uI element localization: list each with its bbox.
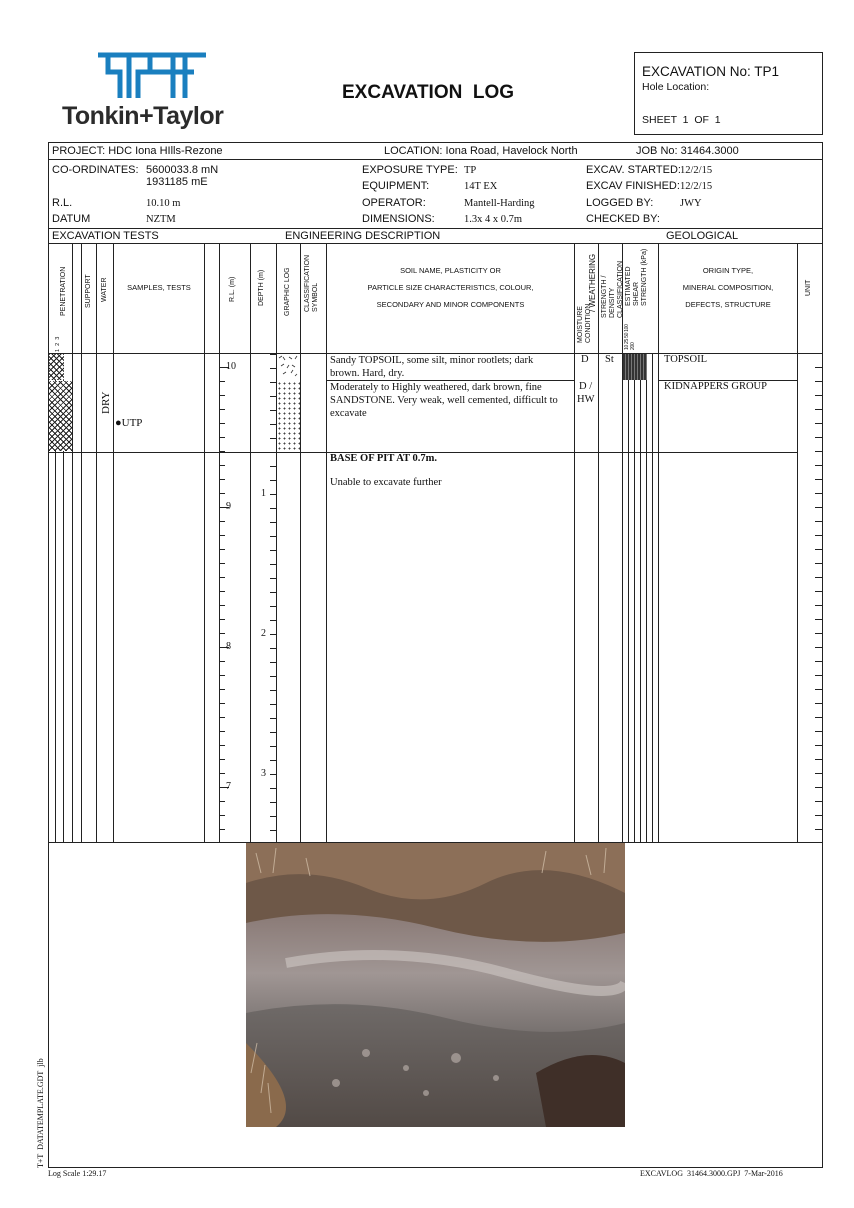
section-geological: GEOLOGICAL (666, 230, 739, 242)
rl-value: 10.10 m (146, 198, 181, 209)
rl-tick (219, 773, 225, 774)
col-line-samples (113, 243, 114, 842)
col-line-depth (250, 243, 251, 842)
unit-tick (815, 759, 822, 760)
hole-location: Hole Location: (642, 81, 710, 93)
excavation-note: Unable to excavate further (330, 477, 442, 488)
layer2-geological: KIDNAPPERS GROUP (664, 381, 767, 392)
col-line-shear6 (652, 353, 653, 842)
rl-tick (219, 759, 225, 760)
depth-tick (270, 564, 276, 565)
job-number: JOB No: 31464.3000 (636, 145, 739, 157)
unit-tick (815, 633, 822, 634)
unit-tick (815, 717, 822, 718)
unit-tick (815, 815, 822, 816)
col-line-moisture (574, 243, 575, 842)
rl-tick (219, 717, 225, 718)
unit-tick (815, 703, 822, 704)
unit-tick (815, 437, 822, 438)
rl-tick (219, 423, 225, 424)
log-scale: Log Scale 1:29.17 (48, 1169, 107, 1178)
datum-value: NZTM (146, 214, 176, 225)
rl-label-8: 8 (226, 641, 231, 652)
header-samples: SAMPLES, TESTS (127, 283, 191, 292)
rl-tick (219, 661, 225, 662)
unit-tick (815, 689, 822, 690)
rl-tick (219, 451, 225, 452)
unit-tick (815, 801, 822, 802)
unit-tick (815, 661, 822, 662)
header-water: WATER (101, 277, 108, 302)
rl-label-7: 7 (226, 781, 231, 792)
rl-tick (219, 381, 225, 382)
unit-tick (815, 395, 822, 396)
coords-label: CO-ORDINATES: (52, 164, 139, 176)
depth-tick (270, 382, 276, 383)
depth-tick (270, 634, 276, 635)
project-label: PROJECT: HDC Iona HIlls-Rezone (52, 145, 223, 157)
depth-tick (270, 354, 276, 355)
col-line-graphic (276, 243, 277, 842)
penetration-hatch-topsoil (49, 354, 64, 380)
depth-tick (270, 830, 276, 831)
finished-value: 12/2/15 (680, 181, 713, 192)
rl-tick (219, 689, 225, 690)
unit-tick (815, 745, 822, 746)
header-support: SUPPORT (85, 274, 92, 308)
rl-tick (219, 493, 225, 494)
header-moisture: MOISTURE CONDITION (577, 303, 592, 343)
depth-tick (270, 816, 276, 817)
header-penetration: PENETRATION (60, 266, 67, 316)
depth-tick (270, 480, 276, 481)
depth-tick (270, 536, 276, 537)
rl-tick (219, 437, 225, 438)
penetration-hatch-sandstone (49, 381, 72, 451)
rl-tick (219, 633, 225, 634)
rl-tick (219, 549, 225, 550)
header-pen-scale: 1 2 3 (55, 336, 61, 352)
col-line-samples-end (204, 243, 205, 842)
depth-tick (270, 494, 276, 495)
template-reference: T+T DATATEMPLATE.GDT jlb (36, 1058, 45, 1168)
depth-tick (270, 648, 276, 649)
unit-tick (815, 563, 822, 564)
location-label: LOCATION: Iona Road, Havelock North (384, 145, 578, 157)
rl-tick (219, 409, 225, 410)
col-line-class (300, 243, 301, 842)
depth-tick (270, 424, 276, 425)
checked-label: CHECKED BY: (586, 213, 660, 225)
logo-text: Tonkin+Taylor (62, 102, 224, 130)
depth-tick (270, 746, 276, 747)
unit-tick (815, 507, 822, 508)
rl-tick (219, 395, 225, 396)
depth-tick (270, 690, 276, 691)
depth-tick (270, 788, 276, 789)
rl-tick (219, 619, 225, 620)
exposure-label: EXPOSURE TYPE: (362, 164, 458, 176)
header-classification: CLASSIFICATION SYMBOL (304, 254, 319, 312)
depth-tick (270, 760, 276, 761)
unit-tick (815, 493, 822, 494)
header-shear-scale: 10 25 50 100 200 (624, 324, 636, 350)
col-line-shear2 (628, 353, 629, 842)
unit-tick (815, 423, 822, 424)
unit-tick (815, 549, 822, 550)
rl-tick (219, 591, 225, 592)
layer2-weathering: HW (577, 394, 595, 405)
coords-northing: 5600033.8 mN (146, 164, 219, 176)
excavation-number: EXCAVATION No: TP1 (642, 64, 780, 79)
depth-tick (270, 466, 276, 467)
unit-tick (815, 479, 822, 480)
col-line-support (81, 243, 82, 842)
rl-tick (219, 815, 225, 816)
unit-tick (815, 647, 822, 648)
col-line-desc (326, 243, 327, 842)
sample-utp: ●UTP (115, 417, 143, 429)
depth-tick (270, 676, 276, 677)
header-weathering: / WEATHERING (588, 253, 597, 312)
exposure-value: TP (464, 165, 477, 176)
rl-tick (219, 605, 225, 606)
rl-tick (219, 479, 225, 480)
unit-tick (815, 829, 822, 830)
rl-tick (219, 563, 225, 564)
base-of-pit: BASE OF PIT AT 0.7m. (330, 453, 437, 464)
unit-tick (815, 675, 822, 676)
depth-tick (270, 410, 276, 411)
started-value: 12/2/15 (680, 165, 713, 176)
depth-tick (270, 774, 276, 775)
header-depth: DEPTH (m) (258, 269, 265, 306)
unit-tick (815, 731, 822, 732)
col-line-shear4 (640, 353, 641, 842)
rl-tick (219, 745, 225, 746)
col-line-shear (622, 243, 623, 842)
unit-tick (815, 619, 822, 620)
col-line-rl-start (219, 243, 220, 842)
test-pit-photo-image (246, 843, 625, 1127)
coords-easting: 1931185 mE (146, 176, 208, 188)
rl-label: R.L. (52, 197, 73, 209)
header-soil-line2: PARTICLE SIZE CHARACTERISTICS, COLOUR, (367, 283, 534, 292)
rl-tick (219, 731, 225, 732)
col-line-strength (598, 243, 599, 842)
project-row-divider (48, 159, 823, 160)
depth-tick (270, 732, 276, 733)
depth-label-2: 2 (261, 628, 266, 639)
file-reference: EXCAVLOG 31464.3000.GPJ 7-Mar-2016 (640, 1169, 783, 1178)
depth-label-3: 3 (261, 768, 266, 779)
header-strength: STRENGTH / DENSITY CLASSIFICATION (601, 260, 624, 318)
col-line-pen3 (72, 243, 73, 842)
unit-tick (815, 605, 822, 606)
rl-tick (219, 577, 225, 578)
depth-tick (270, 452, 276, 453)
started-label: EXCAV. STARTED: (586, 164, 681, 176)
depth-tick (270, 368, 276, 369)
header-shear: ESTIMATED SHEAR STRENGTH (kPa) (625, 248, 648, 306)
depth-tick (270, 438, 276, 439)
datum-label: DATUM (52, 213, 91, 225)
equipment-label: EQUIPMENT: (362, 180, 430, 192)
unit-tick (815, 577, 822, 578)
operator-label: OPERATOR: (362, 197, 426, 209)
header-soil-line3: SECONDARY AND MINOR COMPONENTS (376, 300, 525, 309)
unit-tick (815, 591, 822, 592)
depth-label-1: 1 (261, 488, 266, 499)
unit-tick (815, 409, 822, 410)
col-line-water (96, 243, 97, 842)
depth-tick (270, 606, 276, 607)
section-row-divider-top (48, 228, 823, 229)
col-line-origin (658, 243, 659, 842)
unit-tick (815, 381, 822, 382)
rl-label-10: 10 (226, 361, 236, 372)
logged-value: JWY (680, 198, 702, 209)
depth-tick (270, 620, 276, 621)
test-pit-photo (246, 843, 625, 1127)
depth-tick (270, 802, 276, 803)
layer2-moisture: D / (579, 381, 593, 392)
rl-tick (219, 675, 225, 676)
unit-tick (815, 451, 822, 452)
unit-tick (815, 465, 822, 466)
page-title: EXCAVATION LOG (342, 82, 515, 103)
rl-tick (219, 703, 225, 704)
section-tests: EXCAVATION TESTS (52, 230, 159, 242)
header-origin-line2: MINERAL COMPOSITION, (682, 283, 774, 292)
depth-tick (270, 508, 276, 509)
finished-label: EXCAV FINISHED: (586, 180, 680, 192)
layer2-description: Moderately to Highly weathered, dark brown, fine SANDSTONE. Very weak, well cemented, difficult to excavate (330, 382, 558, 419)
company-logo (60, 50, 240, 135)
dimensions-label: DIMENSIONS: (362, 213, 435, 225)
header-unit: UNIT (805, 279, 812, 296)
header-graphic: GRAPHIC LOG (284, 267, 291, 316)
rl-tick (219, 829, 225, 830)
unit-tick (815, 535, 822, 536)
logo-mark-icon (60, 50, 240, 102)
depth-tick (270, 522, 276, 523)
rl-tick (219, 535, 225, 536)
shear-strength-bar (623, 354, 647, 380)
logged-label: LOGGED BY: (586, 197, 654, 209)
layer1-strength: St (605, 354, 614, 365)
col-line-shear3 (634, 353, 635, 842)
unit-tick (815, 521, 822, 522)
layer1-description: Sandy TOPSOIL, some silt, minor rootlets; dark brown. Hard, dry. (330, 355, 534, 379)
section-engineering: ENGINEERING DESCRIPTION (285, 230, 441, 242)
graphic-log-sandstone (277, 381, 300, 451)
layer1-moisture: D (581, 354, 589, 365)
header-rl: R.L. (m) (229, 276, 236, 302)
header-soil-line1: SOIL NAME, PLASTICITY OR (400, 266, 501, 275)
depth-tick (270, 550, 276, 551)
col-line-unit (797, 243, 798, 842)
depth-tick (270, 592, 276, 593)
unit-tick (815, 787, 822, 788)
equipment-value: 14T EX (464, 181, 498, 192)
unit-tick (815, 773, 822, 774)
unit-tick (815, 367, 822, 368)
depth-tick (270, 396, 276, 397)
rl-tick (219, 521, 225, 522)
layer1-geological: TOPSOIL (664, 354, 707, 365)
rl-label-9: 9 (226, 501, 231, 512)
depth-tick (270, 662, 276, 663)
col-line-shear5 (646, 353, 647, 842)
header-origin-line3: DEFECTS, STRUCTURE (685, 300, 771, 309)
section-row-divider-bottom (48, 243, 823, 244)
rl-tick (219, 465, 225, 466)
rl-tick (219, 801, 225, 802)
topsoil-symbol-icon (277, 354, 300, 380)
sheet-number: SHEET 1 OF 1 (642, 114, 721, 126)
graphic-log-topsoil (277, 354, 300, 380)
depth-tick (270, 704, 276, 705)
dimensions-value: 1.3x 4 x 0.7m (464, 214, 523, 225)
water-dry: DRY (100, 391, 112, 414)
depth-tick (270, 578, 276, 579)
depth-tick (270, 718, 276, 719)
operator-value: Mantell-Harding (464, 198, 535, 209)
header-origin-line1: ORIGIN TYPE, (702, 266, 754, 275)
